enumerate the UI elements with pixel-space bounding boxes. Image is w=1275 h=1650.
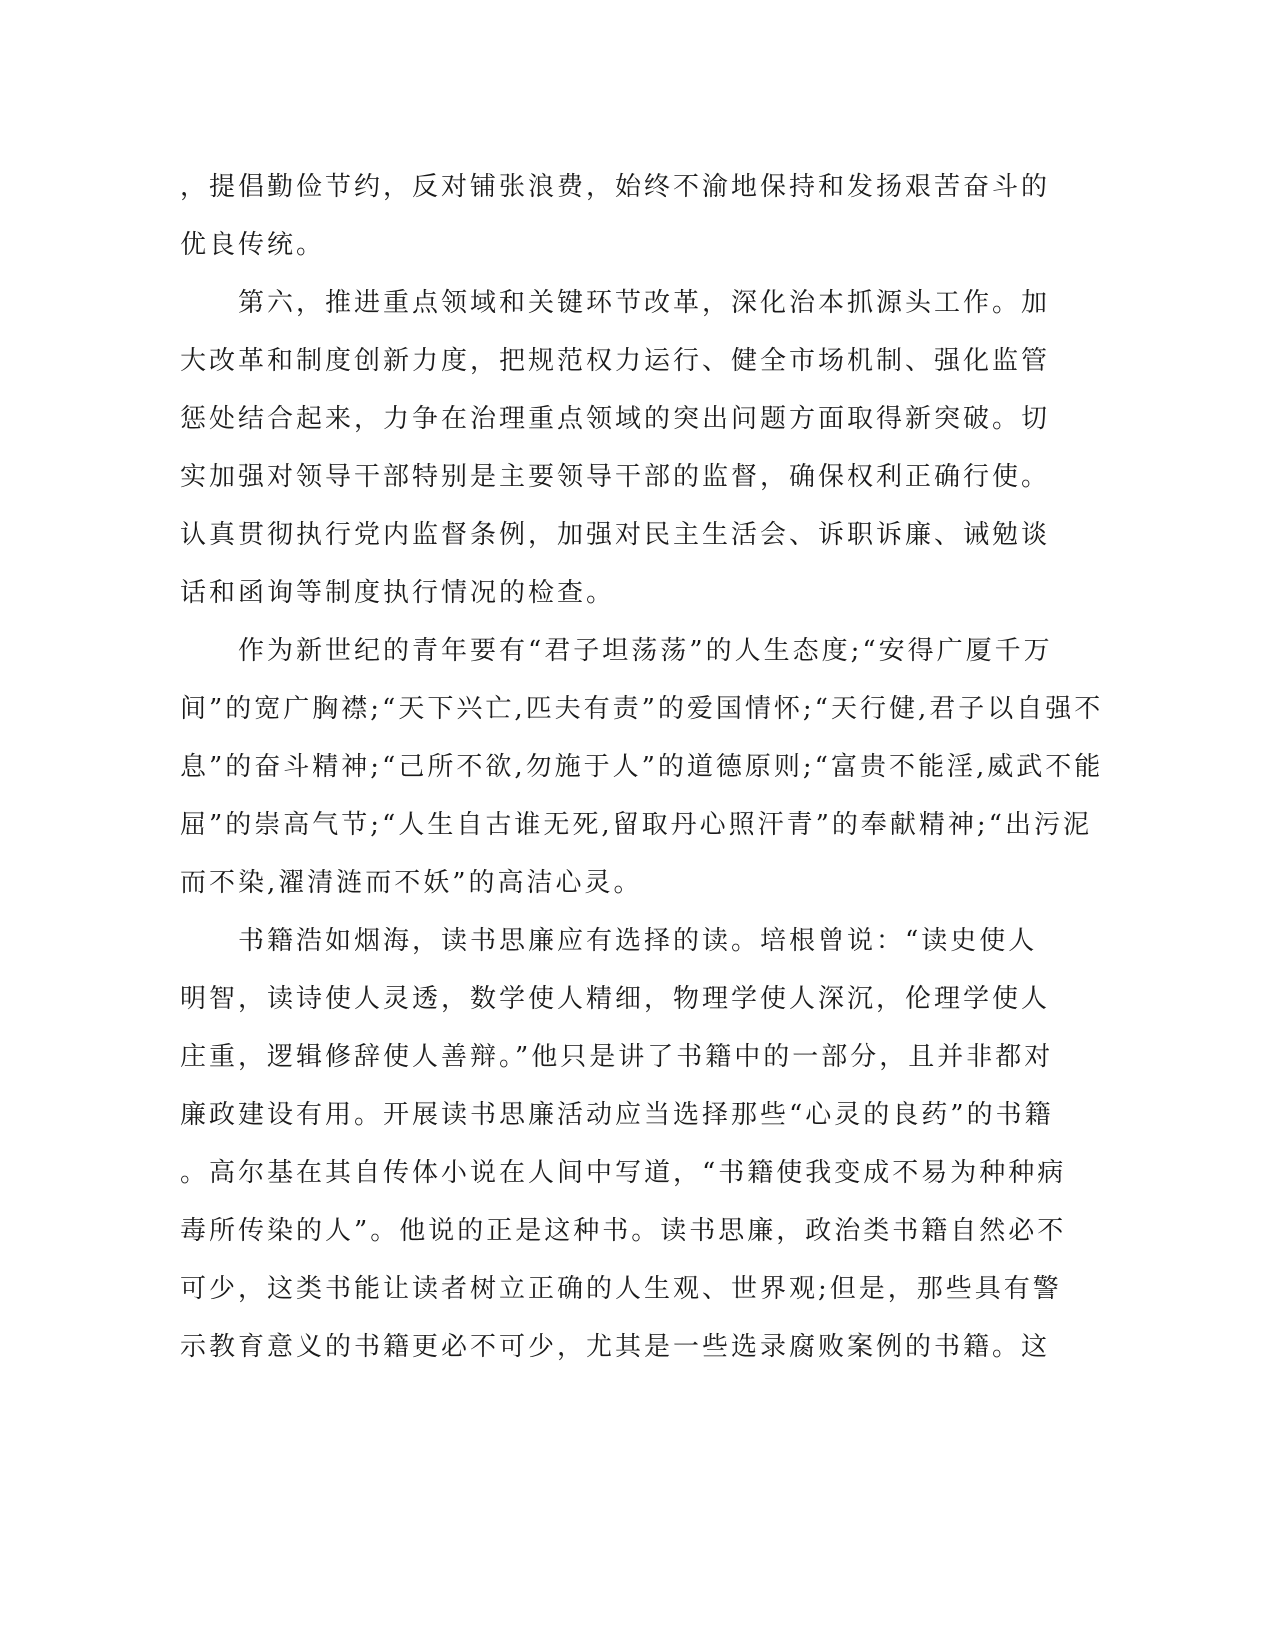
- text-line: 明智，读诗使人灵透，数学使人精细，物理学使人深沉，伦理学使人: [180, 984, 1051, 1014]
- text-line: 优良传统。: [180, 230, 326, 260]
- text-line: 息”的奋斗精神;“己所不欲,勿施于人”的道德原则;“富贵不能淫,威武不能: [180, 752, 1104, 782]
- text-line: ，提倡勤俭节约，反对铺张浪费，始终不渝地保持和发扬艰苦奋斗的: [180, 172, 1051, 202]
- text-line: 廉政建设有用。开展读书思廉活动应当选择那些“心灵的良药”的书籍: [180, 1100, 1054, 1130]
- text-line: 间”的宽广胸襟;“天下兴亡,匹夫有责”的爱国情怀;“天行健,君子以自强不: [180, 694, 1104, 724]
- text-line: 屈”的崇高气节;“人生自古谁无死,留取丹心照汗青”的奉献精神;“出污泥: [180, 810, 1092, 840]
- paragraph-4: [180, 912, 1067, 1376]
- paragraph-1: [180, 158, 1051, 274]
- body-text: [180, 158, 1104, 1376]
- text-line: 惩处结合起来，力争在治理重点领域的突出问题方面取得新突破。切: [180, 404, 1051, 434]
- text-line: 大改革和制度创新力度，把规范权力运行、健全市场机制、强化监管: [180, 346, 1051, 376]
- text-line: 作为新世纪的青年要有“君子坦荡荡”的人生态度;“安得广厦千万: [180, 636, 1053, 666]
- paragraph-2: [180, 274, 1051, 622]
- text-line: 而不染,濯清涟而不妖”的高洁心灵。: [180, 868, 643, 898]
- text-line: 可少，这类书能让读者树立正确的人生观、世界观;但是，那些具有警: [180, 1274, 1062, 1304]
- text-line: 实加强对领导干部特别是主要领导干部的监督，确保权利正确行使。: [180, 462, 1051, 492]
- text-line: 示教育意义的书籍更必不可少，尤其是一些选录腐败案例的书籍。这: [180, 1332, 1051, 1362]
- text-line: 第六，推进重点领域和关键环节改革，深化治本抓源头工作。加: [180, 288, 1051, 318]
- paragraph-3: [180, 622, 1104, 912]
- text-line: 话和函询等制度执行情况的检查。: [180, 578, 616, 608]
- text-line: 认真贯彻执行党内监督条例，加强对民主生活会、诉职诉廉、诫勉谈: [180, 520, 1051, 550]
- text-line: 毒所传染的人”。他说的正是这种书。读书思廉，政治类书籍自然必不: [180, 1216, 1067, 1246]
- text-line: 。高尔基在其自传体小说在人间中写道，“书籍使我变成不易为种种病: [180, 1158, 1067, 1188]
- text-line: 书籍浩如烟海，读书思廉应有选择的读。培根曾说：“读史使人: [180, 926, 1038, 956]
- text-line: 庄重，逻辑修辞使人善辩。”他只是讲了书籍中的一部分，且并非都对: [180, 1042, 1054, 1072]
